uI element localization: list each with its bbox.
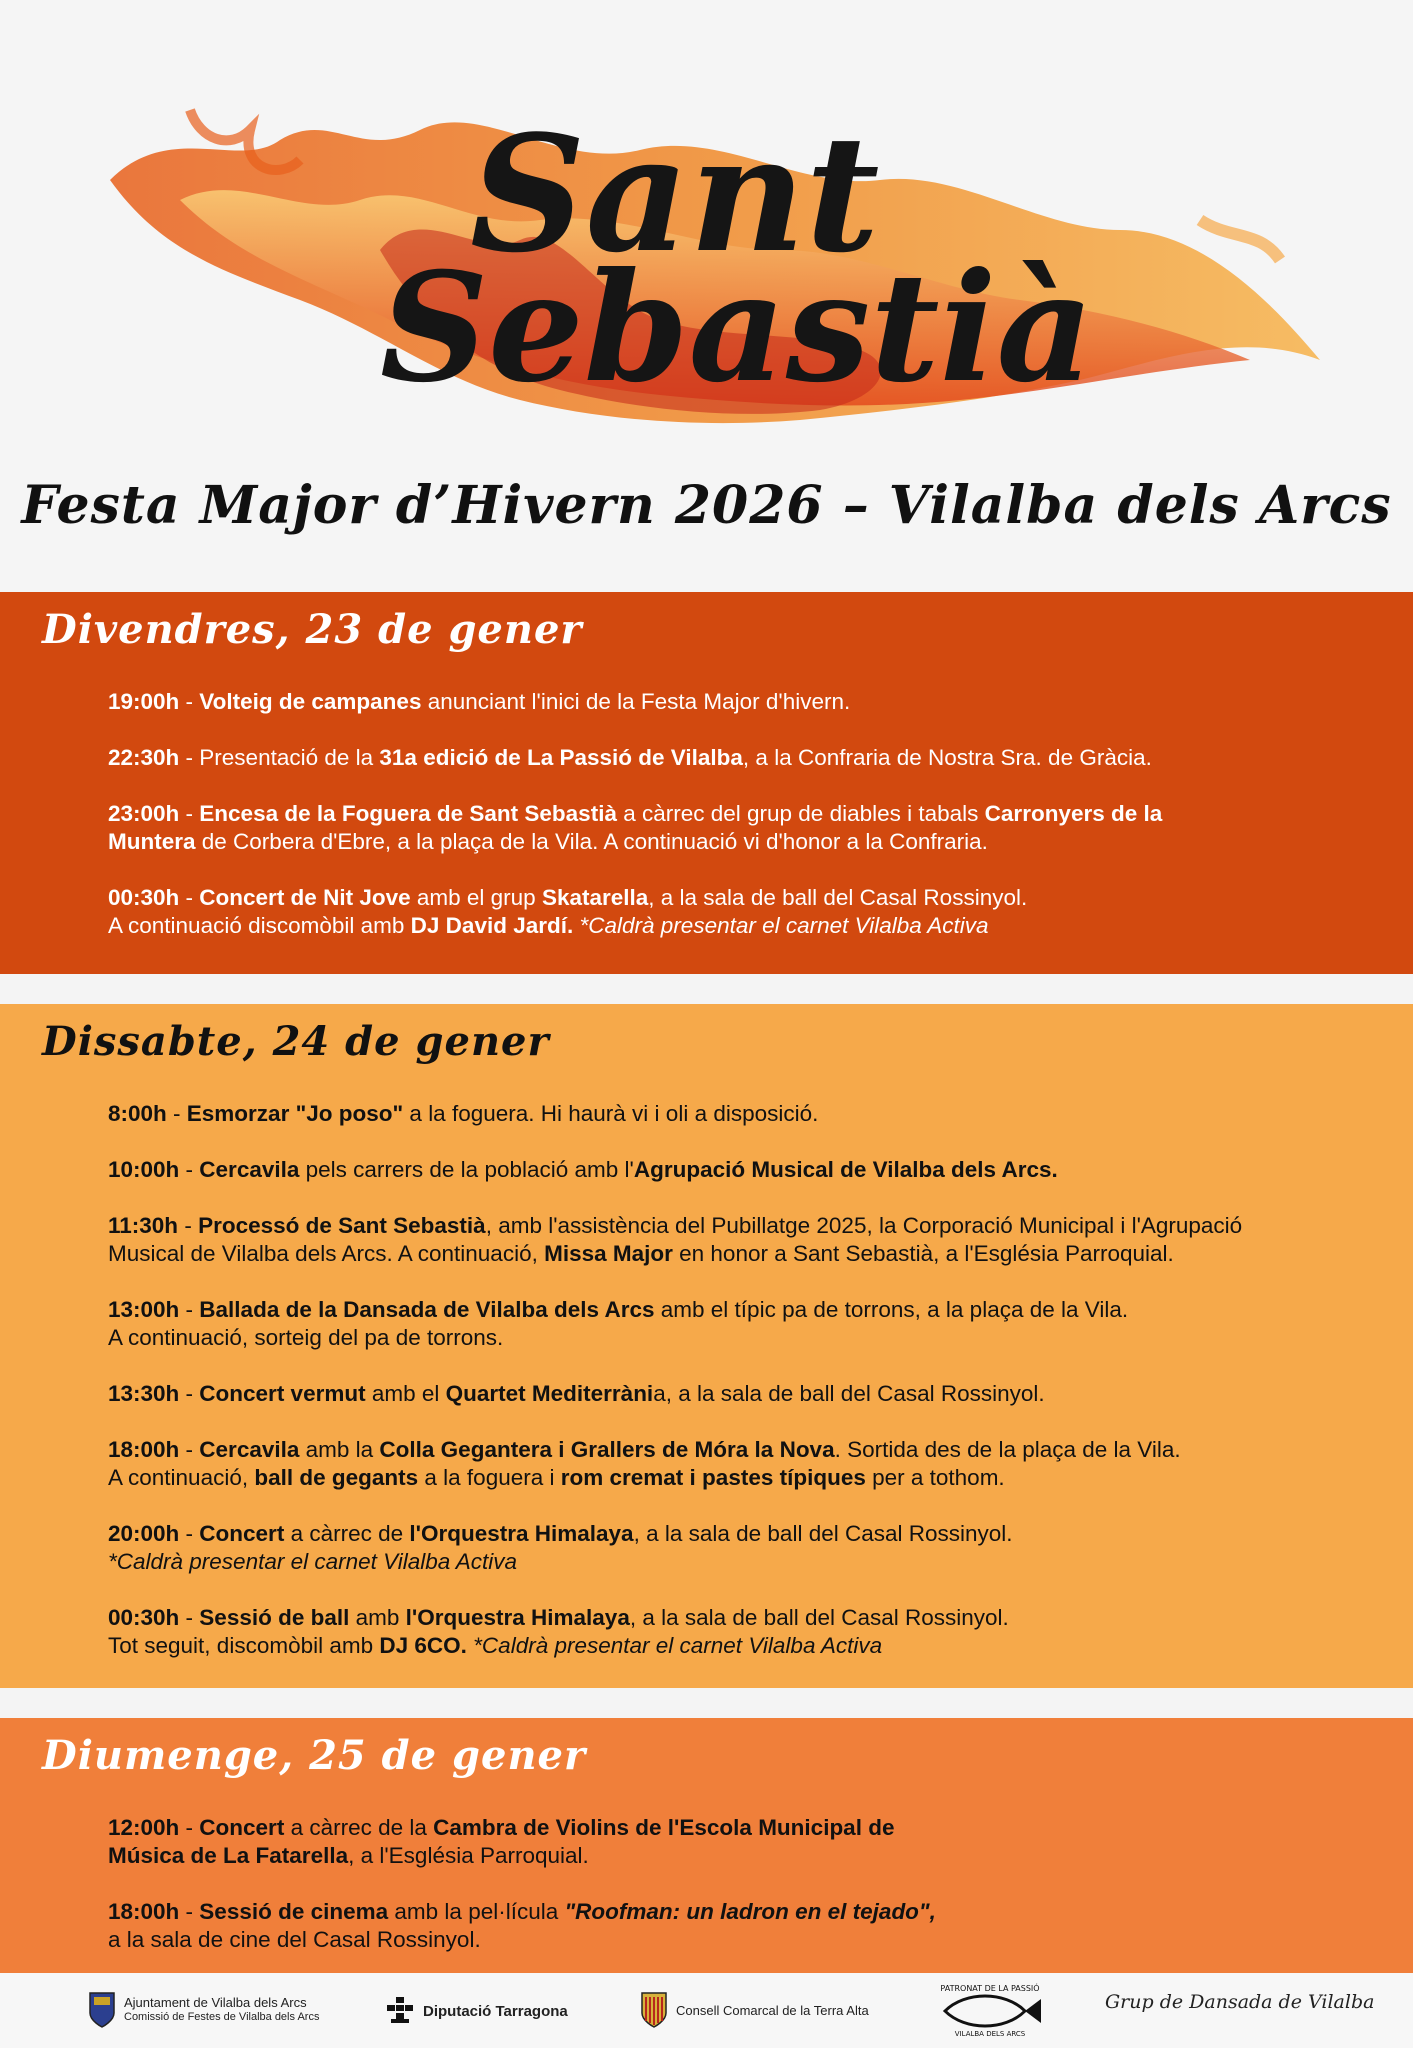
day-heading: Dissabte, 24 de gener [42,1018,550,1065]
event-text: - [179,885,200,910]
event-text: . Sortida des de la plaça de la Vila. [834,1437,1181,1462]
event-text: anunciant l'inici de la Festa Major d'hivern. [421,689,851,714]
ajuntament-name: Ajuntament de Vilalba dels Arcs [124,1995,307,2010]
patronat-logo [935,1981,1045,2037]
event-highlight: 13:00h [108,1297,180,1322]
subtitle: Festa Major d’Hivern 2026 – Vilalba dels Arcs [21,475,1392,536]
consell-shield-icon [640,1991,668,2029]
diputacio-logo [385,1997,568,2025]
event-text: a, a la sala de ball del Casal Rossinyol. [653,1381,1045,1406]
event-highlight: 10:00h [108,1157,180,1182]
municipal-shield-icon [88,1991,116,2029]
event-text: Musical de Vilalba dels Arcs. A continuació, [108,1241,545,1266]
event-highlight: 31a edició de La Passió de Vilalba [379,745,743,770]
event-highlight: Carronyers de la [984,801,1163,826]
event-text: a la foguera. Hi haurà vi i oli a disposició. [403,1101,819,1126]
event-text: - [179,689,200,714]
event-highlight: 18:00h [108,1899,180,1924]
dansada-name: Grup de Dansada de Vilalba [1105,1991,1375,2013]
event-text: - Presentació de la [179,745,380,770]
event-item [108,884,1348,940]
event-text: - [166,1101,187,1126]
event-text: , a la Confraria de Nostra Sra. de Gràcia. [742,745,1152,770]
event-note: *Caldrà presentar el carnet Vilalba Activa [108,1549,517,1574]
event-highlight: rom cremat i pastes típiques [560,1465,866,1490]
event-text: - [179,1157,200,1182]
event-list [108,688,1348,968]
event-highlight: Agrupació Musical de Vilalba dels Arcs. [633,1157,1058,1182]
event-text: - [179,1297,200,1322]
day-heading: Diumenge, 25 de gener [42,1732,587,1779]
event-text: amb [349,1605,406,1630]
event-highlight: 00:30h [108,885,180,910]
event-highlight: l'Orquestra Himalaya [409,1521,634,1546]
event-item [108,1898,1348,1954]
festival-title [0,0,1413,470]
event-highlight: Quartet Mediterràni [445,1381,654,1406]
event-item [108,1520,1348,1576]
event-note: "Roofman: un ladron en el tejado", [564,1899,936,1924]
event-item [108,1296,1348,1352]
event-highlight: Cercavila [199,1157,300,1182]
event-highlight: DJ David Jardí. [410,913,574,938]
comissio-name: Comissió de Festes de Vilalba dels Arcs [124,2011,320,2023]
event-text: - [179,1815,200,1840]
event-highlight: Concert [199,1521,285,1546]
event-highlight: Música de La Fatarella [108,1843,349,1868]
event-highlight: Sessió de ball [199,1605,350,1630]
event-highlight: Sessió de cinema [199,1899,389,1924]
event-text: - [179,1899,200,1924]
event-text: en honor a Sant Sebastià, a l'Església Parroquial. [672,1241,1174,1266]
diputacio-grid-icon [385,1997,415,2025]
event-item [108,1436,1348,1492]
event-highlight: 22:30h [108,745,180,770]
event-highlight: Cambra de Violins de l'Escola Municipal de [433,1815,895,1840]
event-text: , a la sala de ball del Casal Rossinyol. [633,1521,1013,1546]
event-text: de Corbera d'Ebre, a la plaça de la Vila. A continuació vi d'honor a la Confraria. [195,829,988,854]
event-highlight: 23:00h [108,801,180,826]
event-note: *Caldrà presentar el carnet Vilalba Activa [473,1633,883,1658]
event-highlight: Skatarella [541,885,649,910]
patronat-fish-icon [935,1981,1045,2037]
event-highlight: Volteig de campanes [199,689,422,714]
event-text: a càrrec del grup de diables i tabals [616,801,985,826]
day-section-friday [0,592,1413,974]
event-text: - [178,1213,199,1238]
diputacio-name: Diputació Tarragona [423,2002,568,2020]
event-highlight: ball de gegants [254,1465,419,1490]
event-highlight: Encesa de la Foguera de Sant Sebastià [199,801,617,826]
event-highlight: 12:00h [108,1815,180,1840]
event-highlight: Muntera [108,829,196,854]
event-text: - [179,801,200,826]
event-text: amb el grup [410,885,542,910]
event-item [108,744,1348,772]
event-text: , a l'Església Parroquial. [348,1843,589,1868]
event-text: per a tothom. [865,1465,1005,1490]
ajuntament-logo [88,1991,319,2029]
event-highlight: Processó de Sant Sebastià [198,1213,486,1238]
event-item [108,1156,1348,1184]
event-highlight: DJ 6CO. [379,1633,467,1658]
event-item [108,1814,1348,1870]
event-highlight: Colla Gegantera i Grallers de Móra la Nova [379,1437,835,1462]
event-text: a la sala de cine del Casal Rossinyol. [108,1927,481,1952]
event-text: a càrrec de la [284,1815,434,1840]
consell-logo [640,1991,869,2029]
title-line-2: Sebastià [380,240,1094,416]
event-text: - [179,1521,200,1546]
event-item [108,1100,1348,1128]
event-text: amb la pel·lícula [388,1899,565,1924]
event-highlight: Missa Major [544,1241,673,1266]
dansada-logo [1105,1991,1375,2013]
event-text: amb el [365,1381,446,1406]
day-section-saturday [0,1004,1413,1688]
day-section-sunday [0,1718,1413,1973]
day-heading: Divendres, 23 de gener [42,606,583,653]
event-item [108,1380,1348,1408]
sponsor-footer [0,1973,1413,2048]
header [0,0,1413,590]
event-text: A continuació, [108,1465,255,1490]
event-highlight: Esmorzar "Jo poso" [186,1101,404,1126]
patronat-top-text: PATRONAT DE LA PASSIÓ [940,1984,1040,1993]
event-text: , a la sala de ball del Casal Rossinyol. [629,1605,1009,1630]
event-list [108,1100,1348,1688]
event-highlight: 8:00h [108,1101,167,1126]
event-text: pels carrers de la població amb l' [299,1157,634,1182]
event-highlight: 11:30h [108,1213,179,1238]
event-text: A continuació discomòbil amb [108,913,411,938]
event-text: amb la [299,1437,380,1462]
event-item [108,1212,1348,1268]
event-highlight: 18:00h [108,1437,180,1462]
event-text: - [179,1381,200,1406]
event-list [108,1814,1348,1982]
event-text: a càrrec de [284,1521,410,1546]
consell-name: Consell Comarcal de la Terra Alta [676,2002,869,2018]
event-highlight: Concert de Nit Jove [199,885,411,910]
event-item [108,1604,1348,1660]
event-item [108,800,1348,856]
event-highlight: 19:00h [108,689,180,714]
event-highlight: Ballada de la Dansada de Vilalba dels Arcs [199,1297,655,1322]
event-highlight: 00:30h [108,1605,180,1630]
event-highlight: 20:00h [108,1521,180,1546]
event-highlight: Concert [199,1815,285,1840]
event-text: - [179,1437,200,1462]
event-text: , a la sala de ball del Casal Rossinyol. [648,885,1028,910]
event-text: A continuació, sorteig del pa de torrons. [108,1325,504,1350]
event-item [108,688,1348,716]
title-line-1: Sant [470,100,880,288]
event-note: *Caldrà presentar el carnet Vilalba Activa [579,913,989,938]
event-text: amb el típic pa de torrons, a la plaça de la Vila. [654,1297,1129,1322]
event-text: - [179,1605,200,1630]
event-highlight: Cercavila [199,1437,300,1462]
event-highlight: l'Orquestra Himalaya [405,1605,630,1630]
event-text: , amb l'assistència del Pubillatge 2025, la Corporació Municipal i l'Agrupació [485,1213,1243,1238]
event-highlight: Concert vermut [199,1381,366,1406]
event-highlight: 13:30h [108,1381,180,1406]
event-text: Tot seguit, discomòbil amb [108,1633,380,1658]
patronat-bottom-text: VILALBA DELS ARCS [954,2030,1026,2037]
event-text: a la foguera i [418,1465,561,1490]
